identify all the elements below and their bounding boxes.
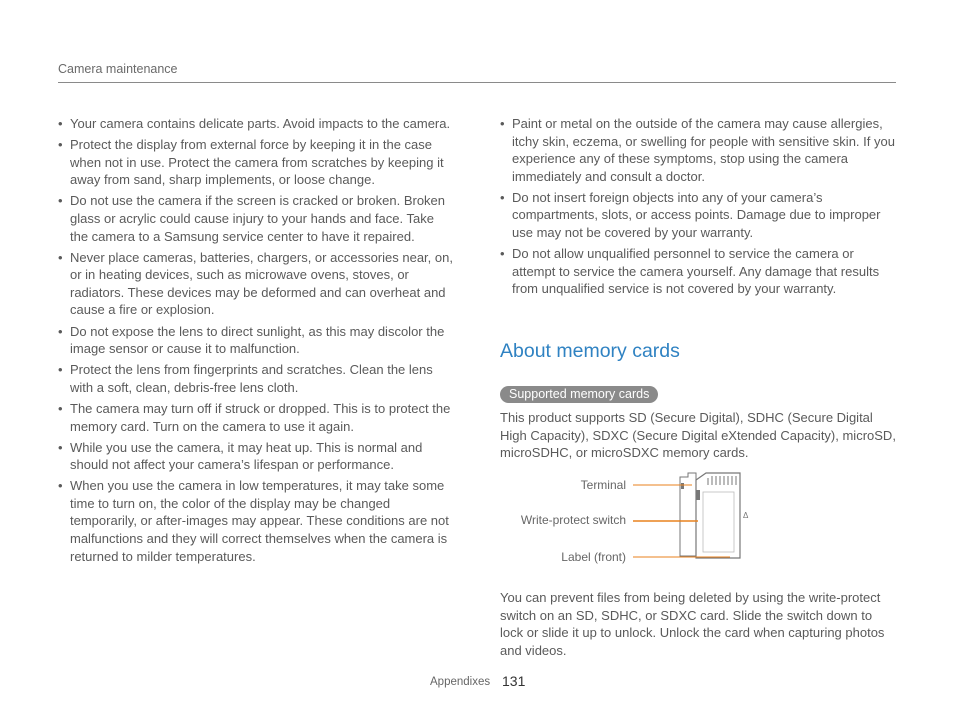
outro-paragraph: You can prevent files from being deleted by using the write-protect switch on an SD, SDHC, or SDXC card. Slide the switch down to lock or slide it up to unlock. Unlock the card when capturing photos and videos. (500, 590, 885, 658)
list-item: • The camera may turn off if struck or dropped. This is to protect the memory card. Turn on the camera to use it again. (58, 400, 454, 435)
section-title: About memory cards (500, 340, 680, 362)
header-rule (58, 82, 896, 83)
intro-paragraph: This product supports SD (Secure Digital), SDHC (Secure Digital High Capacity), SDXC (Secure Digital eXtended Capacity), microSD, microSDHC, or microSDXC memory cards. (500, 410, 896, 461)
write-protect-switch (696, 490, 700, 500)
sd-card-front (696, 473, 740, 558)
list-item: • When you use the camera in low temperatures, it may take some time to turn on, the color of the display may be changed temporarily, or after-images may appear. These conditions are not malfunctions and they will correct themselves when the camera is returned to milder temperatures. (58, 477, 454, 565)
label-front-label: Label (front) (561, 550, 626, 564)
write-protect-switch-back (681, 483, 684, 489)
list-item: • Paint or metal on the outside of the camera may cause allergies, itchy skin, eczema, or swelling for people with sensitive skin. If you experience any of these symptoms, stop using the camera immediately and consult a doctor. (500, 115, 898, 185)
page-number: 131 (502, 673, 526, 689)
terminal-label: Terminal (580, 478, 626, 492)
list-item: • Protect the lens from fingerprints and scratches. Clean the lens with a soft, clean, debris-free lens cloth. (58, 361, 454, 396)
list-item: • Do not allow unqualified personnel to service the camera or attempt to service the camera yourself. Any damage that results from unqualified service is not covered by your warranty. (500, 245, 898, 298)
right-column (500, 115, 898, 301)
list-item: • While you use the camera, it may heat up. This is normal and should not affect your camera’s lifespan or performance. (58, 439, 454, 474)
right-bullet-list (500, 115, 898, 298)
running-header: Camera maintenance (58, 62, 178, 76)
sd-card-diagram (630, 470, 790, 570)
list-item: • Do not expose the lens to direct sunlight, as this may discolor the image sensor or cause it to malfunction. (58, 323, 454, 358)
list-item: • Protect the display from external force by keeping it in the case when not in use. Protect the camera from scratches by keeping it away from sand, sharp implements, or loose change. (58, 136, 454, 189)
list-item: • Do not use the camera if the screen is cracked or broken. Broken glass or acrylic could cause injury to your hands and face. Take the camera to a Samsung service center to have it repaired. (58, 192, 454, 245)
left-column (58, 115, 454, 569)
footer-section-label: Appendixes (430, 676, 491, 688)
list-item: • Your camera contains delicate parts. Avoid impacts to the camera. (58, 115, 454, 133)
list-item: • Never place cameras, batteries, chargers, or accessories near, on, or in heating devices, such as microwave ovens, stoves, or radiators. These devices may be deformed and can overheat and cause a fire or explosion. (58, 249, 454, 319)
write-protect-label: Write-protect switch (520, 513, 626, 527)
list-item: • Do not insert foreign objects into any of your camera’s compartments, slots, or access points. Damage due to improper use may not be covered by your warranty. (500, 189, 898, 242)
left-bullet-list (58, 115, 454, 565)
lock-mark: Δ (743, 511, 749, 520)
subsection-badge: Supported memory cards (500, 386, 658, 403)
